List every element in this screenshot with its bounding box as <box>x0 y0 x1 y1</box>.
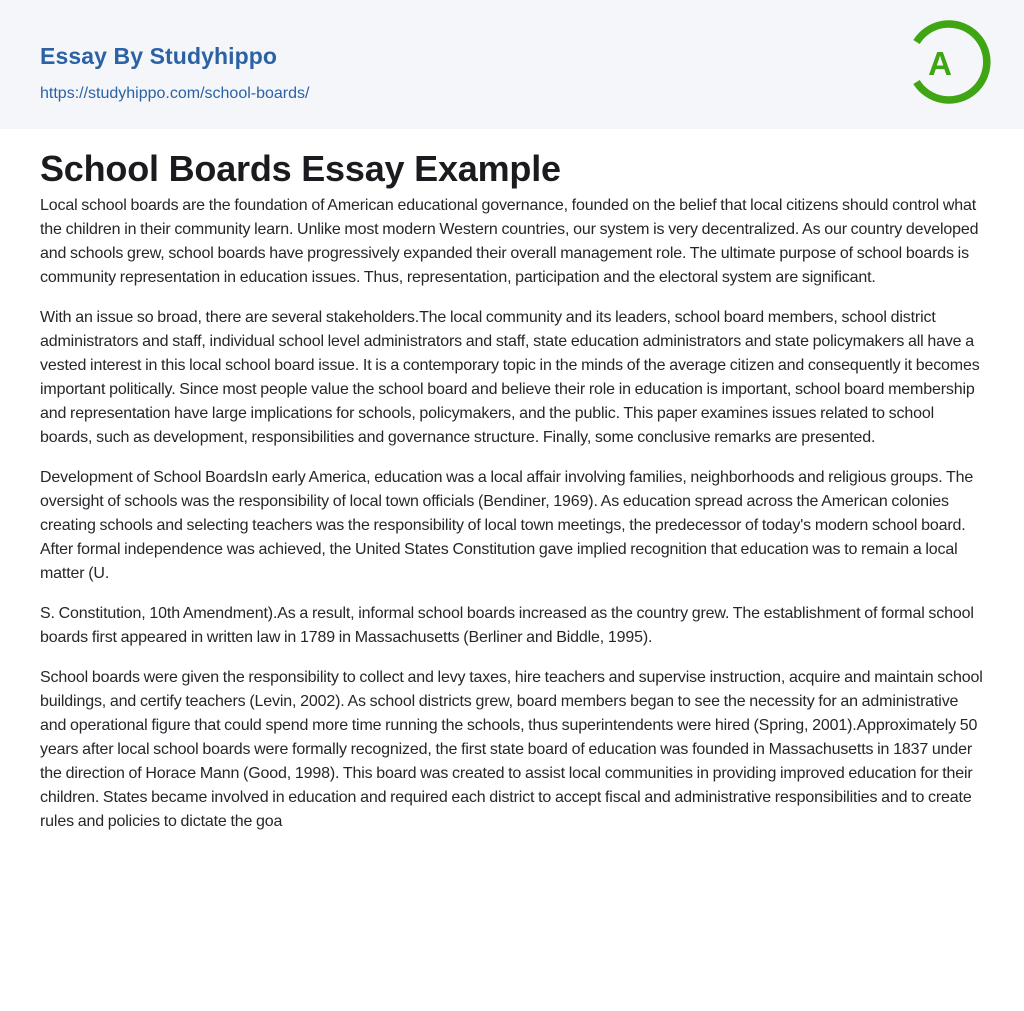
essay-paragraph: S. Constitution, 10th Amendment).As a result, informal school boards increased as the country grew. The establishment of formal school boards first appeared in written law in 1789 in Massachusetts (Berliner and Biddle, 1995). <box>40 605 974 646</box>
essay-paragraph: Development of School BoardsIn early America, education was a local affair involving families, neighborhoods and religious groups. The oversight of schools was the responsibility of local town officials (Bendiner, 1969). As education spread across the American colonies creating schools and selecting teachers was the responsibility of local town meetings, the predecessor of today's modern school board. After formal independence was achieved, the United States Constitution gave implied recognition that education was to remain a local matter (U. <box>40 469 974 582</box>
logo-letter: A <box>928 45 952 82</box>
source-url-link[interactable]: https://studyhippo.com/school-boards/ <box>40 85 310 102</box>
essay-paragraph: With an issue so broad, there are several stakeholders.The local community and its leaders, school board members, school district administrators and staff, individual school level administrators and staff, state education administrators and state policymakers all have a vested interest in this local school board issue. It is a contemporary topic in the minds of the average citizen and consequently it becomes important politically. Since most people value the school board and believe their role in education is important, school board membership and representation have large implications for schools, policymakers, and the public. This paper examines issues related to school boards, such as development, responsibilities and governance structure. Finally, some conclusive remarks are presented. <box>40 309 980 446</box>
brand-title: Essay By Studyhippo <box>40 43 278 69</box>
studyhippo-logo-icon[interactable] <box>906 18 992 106</box>
essay-paragraph: Local school boards are the foundation of American educational governance, founded on the belief that local citizens should control what the children in their community learn. Unlike most modern Western countries, our system is very decentralized. As our country developed and schools grew, school boards have progressively expanded their overall management role. The ultimate purpose of school boards is community representation in education issues. Thus, representation, participation and the electoral system are significant. <box>40 197 979 286</box>
page-title: School Boards Essay Example <box>40 148 561 189</box>
essay-content <box>0 147 1024 834</box>
site-header <box>0 0 1024 129</box>
essay-paragraph: School boards were given the responsibility to collect and levy taxes, hire teachers and supervise instruction, acquire and maintain school buildings, and certify teachers (Levin, 2002). As school districts grew, board members began to see the necessity for an administrative and operational figure that could spend more time running the schools, thus superintendents were hired (Spring, 2001).Approximately 50 years after local school boards were formally recognized, the first state board of education was founded in Massachusetts in 1837 under the direction of Horace Mann (Good, 1998). This board was created to assist local communities in providing improved education for their children. States became involved in education and required each district to accept fiscal and administrative responsibilities and to create rules and policies to dictate the goa <box>40 669 983 830</box>
